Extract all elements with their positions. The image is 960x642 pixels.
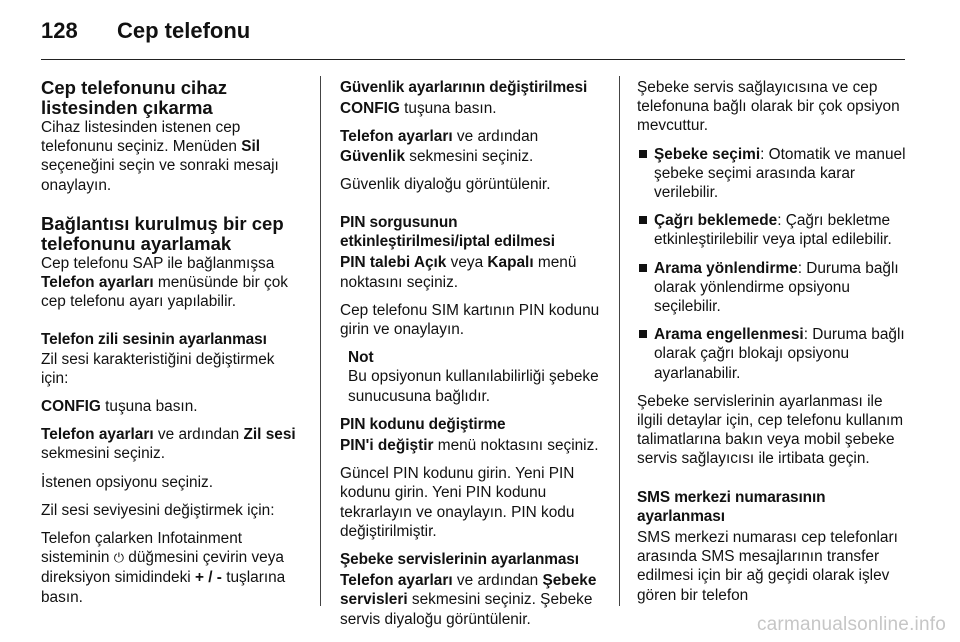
bullet-square-icon (639, 264, 647, 272)
column-2 (340, 78, 608, 638)
subsection-title-network-services: Şebeke servislerinin ayarlanması (340, 551, 579, 569)
bullet-square-icon (639, 216, 647, 224)
column-3 (637, 78, 909, 614)
subsection-title-pin-query: PIN sorgusunun etkinleştirilmesi/iptal edilmesi (340, 214, 555, 251)
page-title: Cep telefonu (117, 18, 251, 43)
paragraph: SMS merkezi numarası cep telefonları arasında SMS mesajlarının transfer edilmesi için bir ağ geçidi olarak işlev gören bir telefon (637, 529, 898, 604)
paragraph: CONFIG tuşuna basın. (340, 100, 497, 118)
subsection-title-ringtone: Telefon zili sesinin ayarlanması (41, 331, 267, 349)
list-item: Arama yönlendirme: Duruma bağlı olarak yönlendirme opsiyonu seçilebilir. (637, 259, 909, 317)
note-text: Bu opsiyonun kullanılabilirliği şebeke sunucusuna bağlıdır. (348, 368, 599, 405)
paragraph: İstenen opsiyonu seçiniz. (41, 473, 213, 491)
note-box (348, 348, 608, 406)
network-options-list (637, 145, 909, 383)
paragraph: Şebeke servis sağlayıcısına ve cep telefonuna bağlı olarak bir çok opsiyon mevcuttur. (637, 79, 900, 135)
subsection-title-security: Güvenlik ayarlarının değiştirilmesi (340, 79, 588, 96)
paragraph: Cep telefonu SAP ile bağlanmışsa Telefon ayarları menüsünde bir çok cep telefonu ayarı yapılabilir. (41, 254, 288, 311)
paragraph: Zil sesi seviyesini değiştirmek için: (41, 501, 275, 519)
section-title-remove-phone: Cep telefonunu cihaz listesinden çıkarma (41, 77, 228, 118)
paragraph: Telefon ayarları ve ardından Zil sesi sekmesini seçiniz. (41, 426, 296, 463)
subsection-title-change-pin: PIN kodunu değiştirme (340, 415, 506, 433)
paragraph: PIN talebi Açık veya Kapalı menü noktasını seçiniz. (340, 254, 577, 291)
paragraph: PIN'i değiştir menü noktasını seçiniz. (340, 437, 599, 455)
list-item: Çağrı beklemede: Çağrı bekletme etkinleştirilebilir veya iptal edilebilir. (637, 211, 909, 249)
paragraph: Cihaz listesinden istenen cep telefonunu seçiniz. Menüden Sil seçeneğini seçin ve sonraki mesajı onaylayın. (41, 119, 279, 194)
power-knob-icon: ⏻ (113, 551, 124, 567)
paragraph: Zil sesi karakteristiğini değiştirmek için: (41, 350, 275, 387)
paragraph: Şebeke servislerinin ayarlanması ile ilgili detaylar için, cep telefonu kullanım talimatlarına bakın veya mobil şebeke servis sağlayıcısı ile irtibata geçin. (637, 392, 904, 468)
watermark: carmanualsonline.info (756, 614, 946, 635)
paragraph: Telefon çalarken Infotainment sisteminin ⏻ düğmesini çevirin veya direksiyon simidindeki + / - tuşlarına basın. (41, 530, 286, 606)
paragraph: CONFIG tuşuna basın. (41, 398, 198, 416)
column-divider-1 (320, 76, 321, 606)
page-number: 128 (41, 18, 78, 43)
list-item: Arama engellenmesi: Duruma bağlı olarak çağrı blokajı opsiyonu ayarlanabilir. (637, 325, 909, 383)
column-1 (41, 78, 303, 616)
header-rule (41, 59, 905, 60)
paragraph: Güncel PIN kodunu girin. Yeni PIN kodunu girin. Yeni PIN kodunu tekrarlayın ve onaylayın. PIN kodu değiştirilmiştir. (340, 465, 575, 540)
note-title: Not (348, 349, 374, 367)
paragraph: Cep telefonu SIM kartının PIN kodunu girin ve onaylayın. (340, 301, 600, 339)
subsection-title-sms-center: SMS merkezi numarasının ayarlanması (637, 488, 826, 525)
paragraph: Telefon ayarları ve ardından Güvenlik sekmesini seçiniz. (340, 128, 539, 165)
section-title-phone-settings: Bağlantısı kurulmuş bir cep telefonunu ayarlamak (41, 212, 284, 254)
list-item: Şebeke seçimi: Otomatik ve manuel şebeke seçimi arasında karar verilebilir. (637, 145, 909, 203)
bullet-square-icon (639, 150, 647, 158)
bullet-square-icon (639, 330, 647, 338)
paragraph: Güvenlik diyaloğu görüntülenir. (340, 175, 551, 193)
paragraph: Telefon ayarları ve ardından Şebeke servisleri sekmesini seçiniz. Şebeke servis diyaloğu görüntülenir. (340, 572, 597, 628)
column-divider-2 (619, 76, 620, 606)
